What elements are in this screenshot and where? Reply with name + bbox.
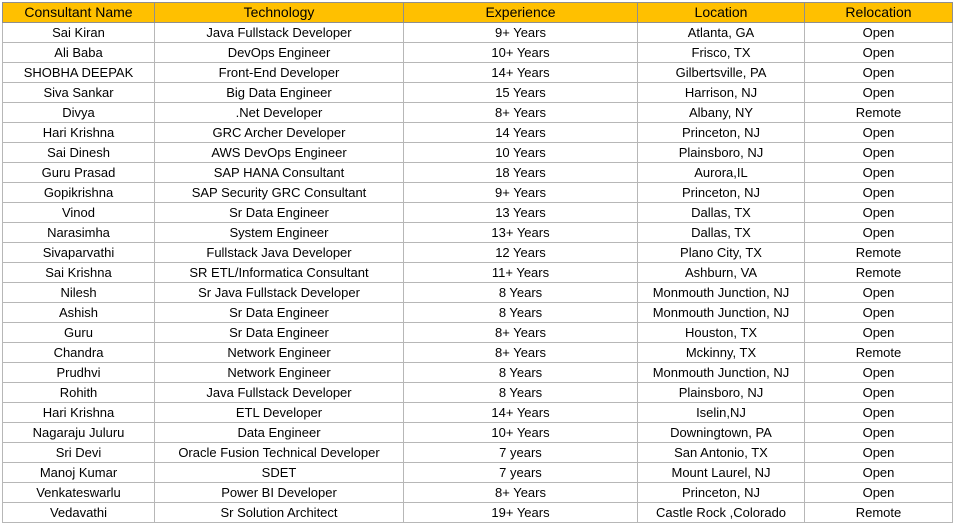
- technology-cell[interactable]: DevOps Engineer: [155, 43, 404, 63]
- table-row: [3, 63, 953, 83]
- location-cell[interactable]: Frisco, TX: [638, 43, 805, 63]
- table-row: [3, 483, 953, 503]
- relocation-cell[interactable]: Remote: [805, 243, 953, 263]
- location-cell[interactable]: Plano City, TX: [638, 243, 805, 263]
- technology-cell[interactable]: Oracle Fusion Technical Developer: [155, 443, 404, 463]
- technology-cell[interactable]: Sr Data Engineer: [155, 203, 404, 223]
- table-row: [3, 183, 953, 203]
- table-row: [3, 503, 953, 523]
- table-row: [3, 403, 953, 423]
- table-row: [3, 23, 953, 43]
- relocation-cell[interactable]: Open: [805, 363, 953, 383]
- location-cell[interactable]: Dallas, TX: [638, 203, 805, 223]
- table-row: [3, 103, 953, 123]
- technology-cell[interactable]: Front-End Developer: [155, 63, 404, 83]
- table-row: [3, 203, 953, 223]
- relocation-cell[interactable]: Open: [805, 143, 953, 163]
- relocation-cell[interactable]: Open: [805, 203, 953, 223]
- table-row: [3, 123, 953, 143]
- relocation-cell[interactable]: Remote: [805, 103, 953, 123]
- header-technology[interactable]: Technology: [155, 3, 404, 23]
- relocation-cell[interactable]: Open: [805, 63, 953, 83]
- header-consultant-name[interactable]: Consultant Name: [3, 3, 155, 23]
- table-row: [3, 243, 953, 263]
- experience-cell[interactable]: 8 Years: [404, 383, 638, 403]
- technology-cell[interactable]: AWS DevOps Engineer: [155, 143, 404, 163]
- location-cell[interactable]: Downingtown, PA: [638, 423, 805, 443]
- technology-cell[interactable]: Java Fullstack Developer: [155, 383, 404, 403]
- relocation-cell[interactable]: Open: [805, 443, 953, 463]
- relocation-cell[interactable]: Remote: [805, 343, 953, 363]
- experience-cell[interactable]: 9+ Years: [404, 23, 638, 43]
- technology-cell[interactable]: SDET: [155, 463, 404, 483]
- table-row: [3, 83, 953, 103]
- location-cell[interactable]: Mckinny, TX: [638, 343, 805, 363]
- technology-cell[interactable]: .Net Developer: [155, 103, 404, 123]
- location-cell[interactable]: Dallas, TX: [638, 223, 805, 243]
- relocation-cell[interactable]: Remote: [805, 503, 953, 523]
- consultant-name-cell[interactable]: SHOBHA DEEPAK: [3, 63, 155, 83]
- consultant-name-cell[interactable]: Divya: [3, 103, 155, 123]
- technology-cell[interactable]: GRC Archer Developer: [155, 123, 404, 143]
- consultant-name-cell[interactable]: Narasimha: [3, 223, 155, 243]
- consultant-name-cell[interactable]: Sai Krishna: [3, 263, 155, 283]
- location-cell[interactable]: San Antonio, TX: [638, 443, 805, 463]
- technology-cell[interactable]: SAP Security GRC Consultant: [155, 183, 404, 203]
- table-row: [3, 283, 953, 303]
- location-cell[interactable]: Plainsboro, NJ: [638, 383, 805, 403]
- consultant-name-cell[interactable]: Ashish: [3, 303, 155, 323]
- technology-cell[interactable]: Network Engineer: [155, 343, 404, 363]
- relocation-cell[interactable]: Open: [805, 183, 953, 203]
- relocation-cell[interactable]: Remote: [805, 263, 953, 283]
- experience-cell[interactable]: 10+ Years: [404, 423, 638, 443]
- location-cell[interactable]: Monmouth Junction, NJ: [638, 363, 805, 383]
- table-row: [3, 143, 953, 163]
- consultant-name-cell[interactable]: Hari Krishna: [3, 403, 155, 423]
- technology-cell[interactable]: Sr Java Fullstack Developer: [155, 283, 404, 303]
- technology-cell[interactable]: Sr Solution Architect: [155, 503, 404, 523]
- table-row: [3, 323, 953, 343]
- experience-cell[interactable]: 9+ Years: [404, 183, 638, 203]
- relocation-cell[interactable]: Open: [805, 483, 953, 503]
- relocation-cell[interactable]: Open: [805, 83, 953, 103]
- consultant-name-cell[interactable]: Manoj Kumar: [3, 463, 155, 483]
- experience-cell[interactable]: 13+ Years: [404, 223, 638, 243]
- location-cell[interactable]: Princeton, NJ: [638, 483, 805, 503]
- consultant-name-cell[interactable]: Vinod: [3, 203, 155, 223]
- location-cell[interactable]: Monmouth Junction, NJ: [638, 283, 805, 303]
- consultant-name-cell[interactable]: Sri Devi: [3, 443, 155, 463]
- technology-cell[interactable]: Sr Data Engineer: [155, 323, 404, 343]
- experience-cell[interactable]: 7 years: [404, 443, 638, 463]
- header-relocation[interactable]: Relocation: [805, 3, 953, 23]
- technology-cell[interactable]: SR ETL/Informatica Consultant: [155, 263, 404, 283]
- relocation-cell[interactable]: Open: [805, 223, 953, 243]
- relocation-cell[interactable]: Open: [805, 423, 953, 443]
- consultant-name-cell[interactable]: Gopikrishna: [3, 183, 155, 203]
- experience-cell[interactable]: 10 Years: [404, 143, 638, 163]
- relocation-cell[interactable]: Open: [805, 23, 953, 43]
- relocation-cell[interactable]: Open: [805, 43, 953, 63]
- consultant-table: [2, 2, 953, 523]
- table-row: [3, 383, 953, 403]
- technology-cell[interactable]: Java Fullstack Developer: [155, 23, 404, 43]
- consultant-name-cell[interactable]: Sai Dinesh: [3, 143, 155, 163]
- consultant-name-cell[interactable]: Ali Baba: [3, 43, 155, 63]
- location-cell[interactable]: Harrison, NJ: [638, 83, 805, 103]
- table-row: [3, 463, 953, 483]
- experience-cell[interactable]: 10+ Years: [404, 43, 638, 63]
- technology-cell[interactable]: Sr Data Engineer: [155, 303, 404, 323]
- location-cell[interactable]: Gilbertsville, PA: [638, 63, 805, 83]
- table-row: [3, 263, 953, 283]
- header-experience[interactable]: Experience: [404, 3, 638, 23]
- relocation-cell[interactable]: Open: [805, 283, 953, 303]
- consultant-name-cell[interactable]: Nilesh: [3, 283, 155, 303]
- experience-cell[interactable]: 8+ Years: [404, 103, 638, 123]
- consultant-name-cell[interactable]: Vedavathi: [3, 503, 155, 523]
- consultant-name-cell[interactable]: Venkateswarlu: [3, 483, 155, 503]
- experience-cell[interactable]: 18 Years: [404, 163, 638, 183]
- experience-cell[interactable]: 8 Years: [404, 363, 638, 383]
- technology-cell[interactable]: Network Engineer: [155, 363, 404, 383]
- location-cell[interactable]: Princeton, NJ: [638, 123, 805, 143]
- location-cell[interactable]: Mount Laurel, NJ: [638, 463, 805, 483]
- technology-cell[interactable]: Fullstack Java Developer: [155, 243, 404, 263]
- experience-cell[interactable]: 8+ Years: [404, 323, 638, 343]
- table-row: [3, 223, 953, 243]
- location-cell[interactable]: Plainsboro, NJ: [638, 143, 805, 163]
- technology-cell[interactable]: Big Data Engineer: [155, 83, 404, 103]
- technology-cell[interactable]: Data Engineer: [155, 423, 404, 443]
- location-cell[interactable]: Atlanta, GA: [638, 23, 805, 43]
- header-location[interactable]: Location: [638, 3, 805, 23]
- location-cell[interactable]: Ashburn, VA: [638, 263, 805, 283]
- consultant-name-cell[interactable]: Nagaraju Juluru: [3, 423, 155, 443]
- header-row: [3, 3, 953, 23]
- table-row: [3, 423, 953, 443]
- technology-cell[interactable]: SAP HANA Consultant: [155, 163, 404, 183]
- relocation-cell[interactable]: Open: [805, 163, 953, 183]
- experience-cell[interactable]: 7 years: [404, 463, 638, 483]
- location-cell[interactable]: Castle Rock ,Colorado: [638, 503, 805, 523]
- location-cell[interactable]: Houston, TX: [638, 323, 805, 343]
- experience-cell[interactable]: 8+ Years: [404, 483, 638, 503]
- experience-cell[interactable]: 15 Years: [404, 83, 638, 103]
- technology-cell[interactable]: ETL Developer: [155, 403, 404, 423]
- relocation-cell[interactable]: Open: [805, 463, 953, 483]
- table-row: [3, 303, 953, 323]
- location-cell[interactable]: Aurora,IL: [638, 163, 805, 183]
- table-row: [3, 343, 953, 363]
- table-body: [3, 23, 953, 523]
- location-cell[interactable]: Monmouth Junction, NJ: [638, 303, 805, 323]
- table-row: [3, 363, 953, 383]
- technology-cell[interactable]: Power BI Developer: [155, 483, 404, 503]
- experience-cell[interactable]: 12 Years: [404, 243, 638, 263]
- location-cell[interactable]: Iselin,NJ: [638, 403, 805, 423]
- relocation-cell[interactable]: Open: [805, 403, 953, 423]
- experience-cell[interactable]: 19+ Years: [404, 503, 638, 523]
- experience-cell[interactable]: 13 Years: [404, 203, 638, 223]
- experience-cell[interactable]: 14 Years: [404, 123, 638, 143]
- consultant-name-cell[interactable]: Chandra: [3, 343, 155, 363]
- consultant-name-cell[interactable]: Sai Kiran: [3, 23, 155, 43]
- experience-cell[interactable]: 8+ Years: [404, 343, 638, 363]
- experience-cell[interactable]: 8 Years: [404, 283, 638, 303]
- table-row: [3, 43, 953, 63]
- experience-cell[interactable]: 14+ Years: [404, 63, 638, 83]
- relocation-cell[interactable]: Open: [805, 303, 953, 323]
- relocation-cell[interactable]: Open: [805, 123, 953, 143]
- consultant-name-cell[interactable]: Siva Sankar: [3, 83, 155, 103]
- table-row: [3, 163, 953, 183]
- consultant-name-cell[interactable]: Prudhvi: [3, 363, 155, 383]
- technology-cell[interactable]: System Engineer: [155, 223, 404, 243]
- consultant-name-cell[interactable]: Rohith: [3, 383, 155, 403]
- location-cell[interactable]: Albany, NY: [638, 103, 805, 123]
- relocation-cell[interactable]: Open: [805, 383, 953, 403]
- consultant-name-cell[interactable]: Hari Krishna: [3, 123, 155, 143]
- location-cell[interactable]: Princeton, NJ: [638, 183, 805, 203]
- consultant-name-cell[interactable]: Guru Prasad: [3, 163, 155, 183]
- experience-cell[interactable]: 8 Years: [404, 303, 638, 323]
- consultant-name-cell[interactable]: Guru: [3, 323, 155, 343]
- relocation-cell[interactable]: Open: [805, 323, 953, 343]
- experience-cell[interactable]: 14+ Years: [404, 403, 638, 423]
- consultant-name-cell[interactable]: Sivaparvathi: [3, 243, 155, 263]
- experience-cell[interactable]: 11+ Years: [404, 263, 638, 283]
- table-row: [3, 443, 953, 463]
